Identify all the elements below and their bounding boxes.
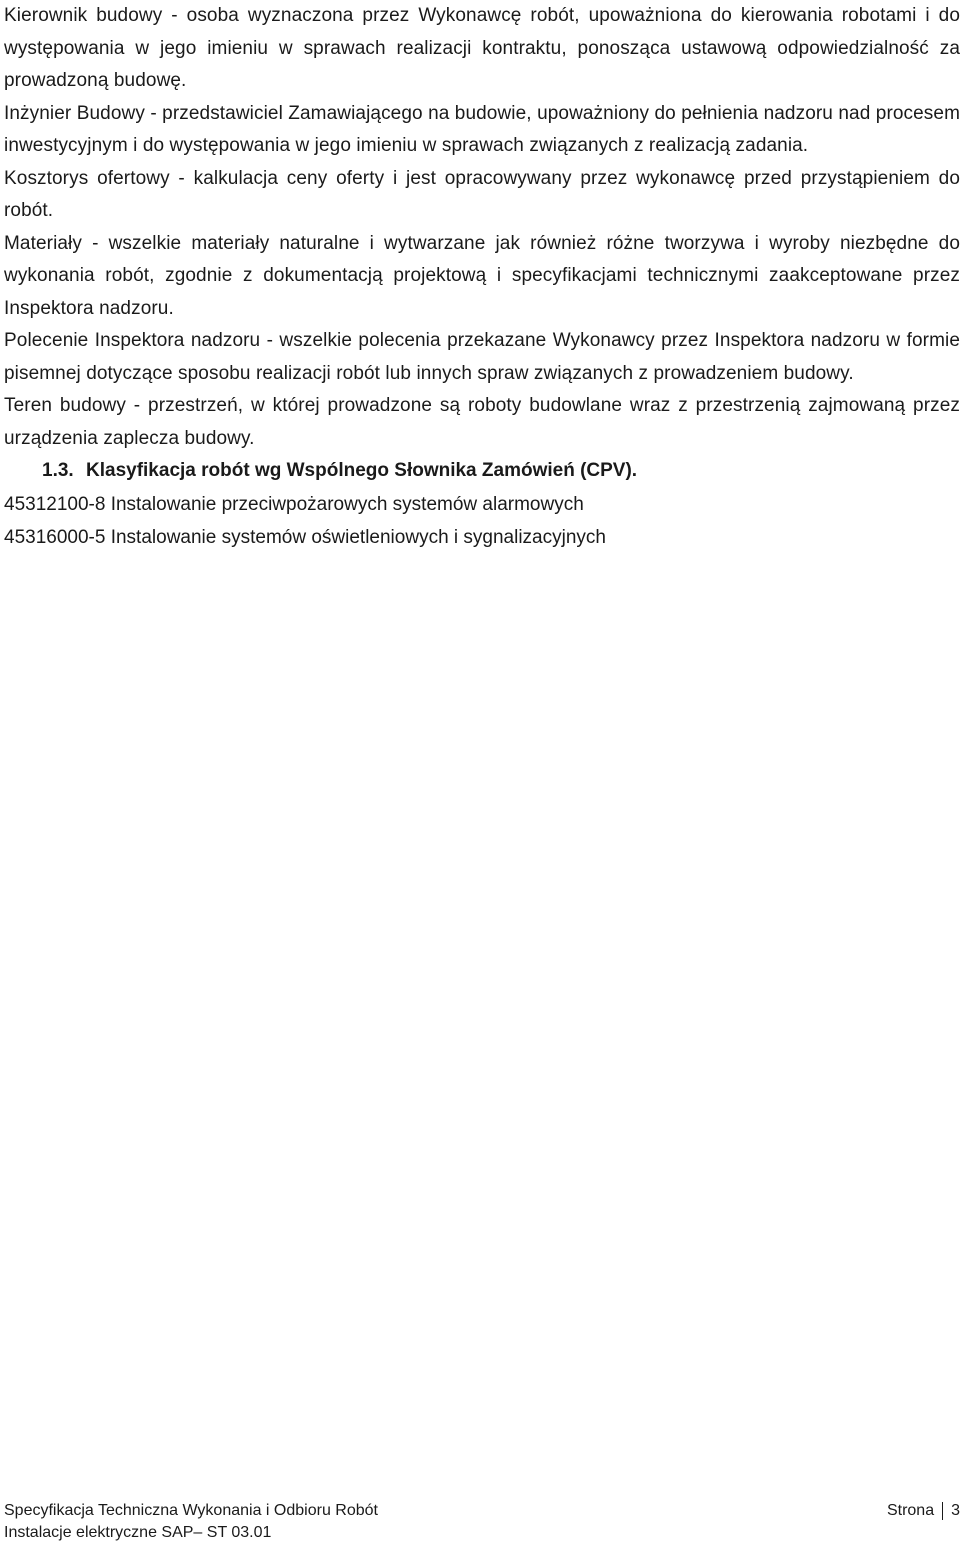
definition-polecenie-inspektora: Polecenie Inspektora nadzoru - wszelkie polecenia przekazane Wykonawcy przez Inspektora nadzoru w formie pisemnej dotyczące sposobu realizacji robót lub innych spraw związanych z prowadzeniem budowy.	[4, 330, 960, 384]
section-title: Klasyfikacja robót wg Wspólnego Słownika Zamówień (CPV).	[86, 460, 638, 481]
document-body	[4, 0, 960, 554]
footer-doc-subtitle: Instalacje elektryczne SAP– ST 03.01	[4, 1524, 272, 1541]
cpv-code-item: 45312100-8 Instalowanie przeciwpożarowych systemów alarmowych	[4, 493, 584, 515]
footer-page-number: 3	[951, 1502, 960, 1519]
section-number: 1.3.	[42, 460, 74, 481]
footer-page-label: Strona	[886, 1502, 935, 1519]
definition-kosztorys-ofertowy: Kosztorys ofertowy - kalkulacja ceny oferty i jest opracowywany przez wykonawcę przed przystąpieniem do robót.	[4, 167, 960, 221]
footer-doc-title: Specyfikacja Techniczna Wykonania i Odbioru Robót	[4, 1502, 378, 1519]
cpv-code-item: 45316000-5 Instalowanie systemów oświetleniowych i sygnalizacyjnych	[4, 526, 606, 548]
definition-teren-budowy: Teren budowy - przestrzeń, w której prowadzone są roboty budowlane wraz z przestrzenią zajmowaną przez urządzenia zaplecza budowy.	[4, 395, 960, 449]
section-heading	[4, 455, 960, 488]
definition-materialy: Materiały - wszelkie materiały naturalne i wytwarzane jak również różne tworzywa i wyroby niezbędne do wykonania robót, zgodnie z dokumentacją projektową i specyfikacjami technicznymi zaakceptowane przez Inspektora nadzoru.	[4, 232, 960, 319]
page-footer	[4, 1500, 960, 1544]
definition-kierownik-budowy: Kierownik budowy - osoba wyznaczona przez Wykonawcę robót, upoważniona do kierowania robotami i do występowania w jego imieniu w sprawach realizacji kontraktu, ponosząca ustawową odpowiedzialność za prowadzoną budowę.	[4, 5, 960, 91]
definition-inzynier-budowy: Inżynier Budowy - przedstawiciel Zamawiającego na budowie, upoważniony do pełnienia nadzoru nad procesem inwestycyjnym i do występowania w jego imieniu w sprawach związanych z realizacją zadania.	[4, 102, 960, 156]
footer-page-indicator	[887, 1500, 960, 1522]
footer-separator	[942, 1502, 943, 1520]
